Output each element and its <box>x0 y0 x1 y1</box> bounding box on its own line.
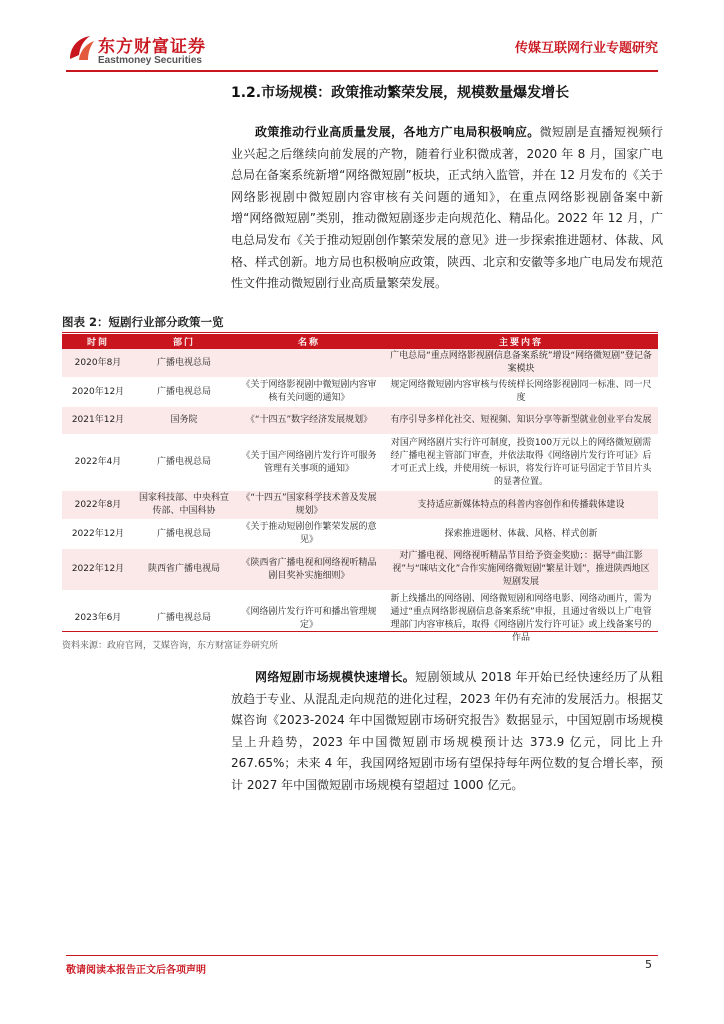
figure-title-rule <box>62 332 658 333</box>
header-divider <box>66 70 658 72</box>
footer-divider <box>66 955 658 956</box>
table-row <box>62 520 658 549</box>
logo-english-name: Eastmoney Securities <box>98 55 202 66</box>
cell-dept: 国务院 <box>134 407 234 435</box>
cell-dept: 广播电视总局 <box>134 435 234 491</box>
table-bottom-rule <box>62 631 658 632</box>
page-number: 5 <box>645 958 652 971</box>
cell-name <box>234 349 384 378</box>
cell-dept: 广播电视总局 <box>134 591 234 647</box>
cell-content: 探索推进题材、体裁、风格、样式创新 <box>384 520 658 549</box>
cell-date: 2022年8月 <box>62 491 134 520</box>
cell-name: 《网络剧片发行许可和播出管理规定》 <box>234 591 384 647</box>
table-row <box>62 549 658 591</box>
section-title: 1.2.市场规模：政策推动繁荣发展，规模数量爆发增长 <box>231 85 570 101</box>
paragraph-policy <box>231 122 663 295</box>
cell-date: 2022年4月 <box>62 435 134 491</box>
cell-name: 《“十四五”国家科学技术普及发展规划》 <box>234 491 384 520</box>
cell-content: 对国产网络剧片实行许可制度，投资100万元以上的网络微短剧需经广播电视主管部门审查，并依法取得《网络剧片发行许可证》后才可正式上线，并使用统一标识，将发行许可证号固定于节目片头的显著位置。 <box>384 435 658 491</box>
cell-content: 支持适应新媒体特点的科普内容创作和传播载体建设 <box>384 491 658 520</box>
cell-dept: 广播电视总局 <box>134 520 234 549</box>
paragraph-policy-body: 微短剧是直播短视频行业兴起之后继续向前发展的产物，随着行业积微成著，2020 年 8 月，国家广电总局在备案系统新增“网络微短剧”板块，正式纳入监管，并在 12 月发布的《关于网络影视剧中微短剧内容审核有关问题的通知》，在重点网络影视剧备案中新增“网络微短剧”类别，推动微短剧逐步走向规范化、精品化。2022 年 12 月，广电总局发布《关于推动短剧创作繁荣发展的意见》进一步探索推进题材、体裁、风格、样式创新。地方局也积极响应政策，陕西、北京和安徽等多地广电局发布规范性文件推动微短剧行业高质量繁荣发展。 <box>231 125 664 291</box>
table-row <box>62 435 658 491</box>
cell-date: 2021年12月 <box>62 407 134 435</box>
column-header-dept: 部门 <box>134 334 234 349</box>
policy-table <box>62 334 658 647</box>
logo-chinese-name: 东方财富证券 <box>98 37 206 57</box>
footer-disclaimer: 敬请阅读本报告正文后各项声明 <box>66 965 206 976</box>
table-row <box>62 407 658 435</box>
cell-name: 《“十四五”数字经济发展规划》 <box>234 407 384 435</box>
cell-name: 《关于网络影视剧中微短剧内容审核有关问题的通知》 <box>234 378 384 407</box>
column-header-content: 主要内容 <box>384 334 658 349</box>
paragraph-policy-lead: 政策推动行业高质量发展，各地方广电局积极响应。 <box>255 125 540 139</box>
cell-date: 2023年6月 <box>62 591 134 647</box>
cell-date: 2020年12月 <box>62 378 134 407</box>
figure-title: 图表 2：短剧行业部分政策一览 <box>62 315 224 329</box>
table-row <box>62 491 658 520</box>
cell-dept: 陕西省广播电视局 <box>134 549 234 591</box>
figure-source: 资料来源：政府官网，艾媒咨询，东方财富证券研究所 <box>62 641 279 651</box>
cell-date: 2022年12月 <box>62 520 134 549</box>
cell-content: 规定网络微短剧内容审核与传统样长网络影视剧同一标准、同一尺度 <box>384 378 658 407</box>
cell-content: 广电总局“重点网络影视剧信息备案系统”增设“网络微短剧”登记备案模块 <box>384 349 658 378</box>
paragraph-market-body: 短剧领域从 2018 年开始已经快速经历了从粗放趋于专业、从混乱走向规范的进化过程，2023 年仍有充沛的发展活力。根据艾媒咨询《2023-2024 年中国微短剧市场研究报告》数据显示，中国短剧市场规模呈上升趋势，2023 年中国微短剧市场规模预计达 373.9 亿元，同比上升 267.65%；未来 4 年，我国网络短剧市场有望保持每年两位数的复合增长率，预计 2027 年中国微短剧市场规模有望超过 1000 亿元。 <box>231 670 663 792</box>
column-header-date: 时间 <box>62 334 134 349</box>
cell-date: 2020年8月 <box>62 349 134 378</box>
paragraph-market <box>231 667 663 797</box>
cell-name: 《关于推动短剧创作繁荣发展的意见》 <box>234 520 384 549</box>
cell-name: 《陕西省广播电视和网络视听精品剧目奖补实施细则》 <box>234 549 384 591</box>
cell-content: 新上线播出的网络剧、网络微短剧和网络电影、网络动画片，需为通过“重点网络影视剧信息备案系统”申报，且通过省级以上广电管理部门内容审核后，取得《网络剧片发行许可证》或上线备案号的作品 <box>384 591 658 647</box>
page-header <box>0 0 724 70</box>
column-header-name: 名称 <box>234 334 384 349</box>
policy-table-header <box>62 334 658 349</box>
cell-content: 有序引导多样化社交、短视频、知识分享等新型就业创业平台发展 <box>384 407 658 435</box>
cell-dept: 广播电视总局 <box>134 349 234 378</box>
cell-dept: 广播电视总局 <box>134 378 234 407</box>
table-row <box>62 349 658 378</box>
cell-date: 2022年12月 <box>62 549 134 591</box>
eastmoney-logo-icon <box>66 33 96 63</box>
cell-content: 对广播电视、网络视听精品节目给予资金奖励；：据导“曲江影视”与“咪咕文化”合作实施网络微短剧“繁星计划”，推进陕西地区短剧发展 <box>384 549 658 591</box>
cell-name: 《关于国产网络剧片发行许可服务管理有关事项的通知》 <box>234 435 384 491</box>
paragraph-market-lead: 网络短剧市场规模快速增长。 <box>255 670 416 684</box>
table-row <box>62 378 658 407</box>
report-title: 传媒互联网行业专题研究 <box>514 41 658 56</box>
cell-dept: 国家科技部、中央科宣传部、中国科协 <box>134 491 234 520</box>
